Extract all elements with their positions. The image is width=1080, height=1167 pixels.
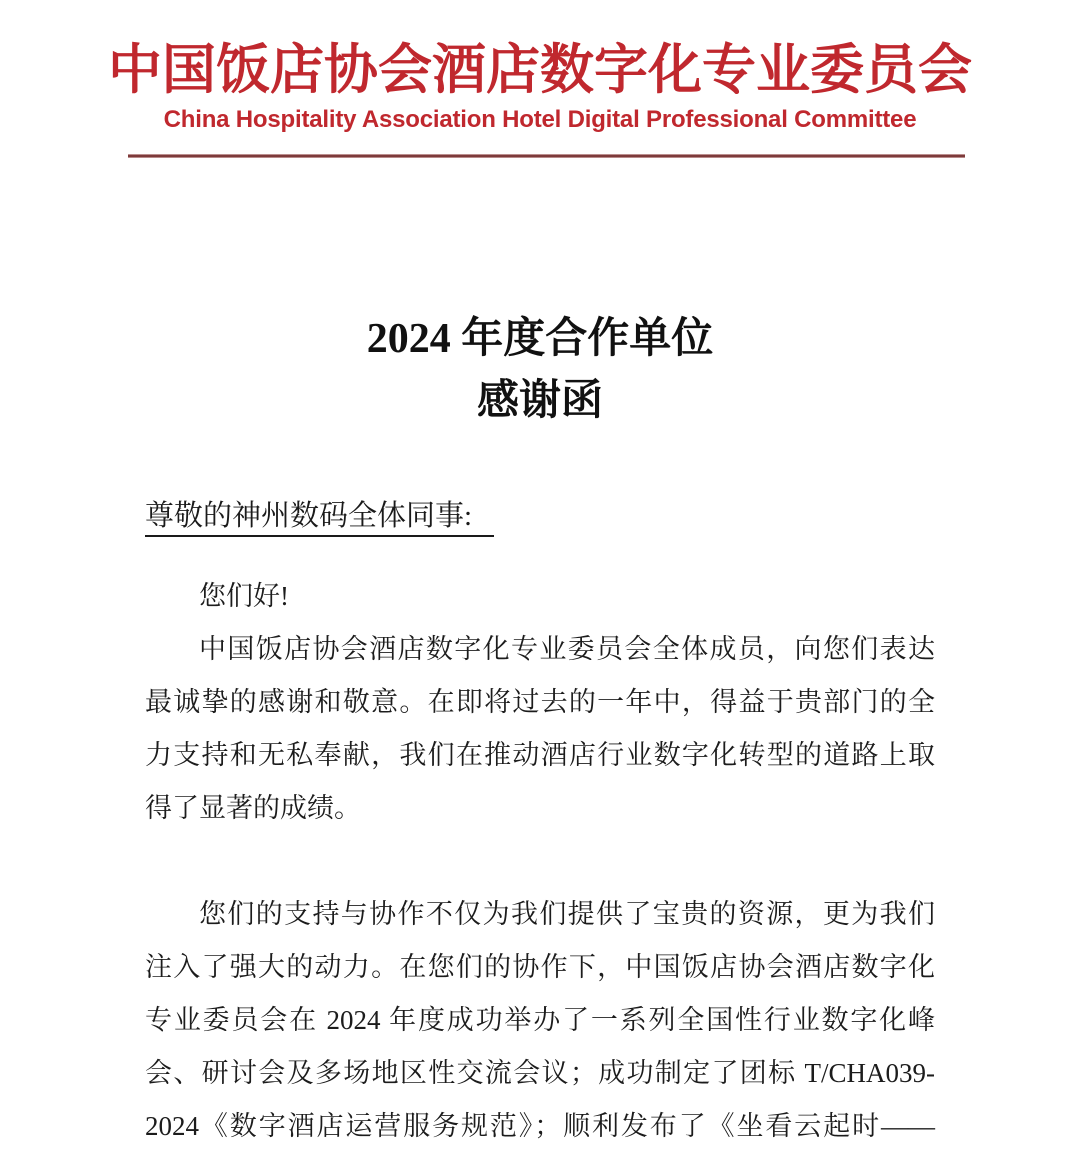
org-name-chinese: 中国饭店协会酒店数字化专业委员会: [108, 40, 972, 100]
document-title-line1: 2024 年度合作单位: [366, 316, 714, 362]
letterhead: [0, 0, 1080, 158]
document-title: [145, 308, 935, 432]
salutation-line: [145, 494, 935, 538]
paragraph-greeting: [145, 570, 935, 623]
paragraph-line: 得了显著的成绩。: [145, 793, 361, 823]
paragraph-line: 2024《数字酒店运营服务规范》；顺利发布了《坐看云起时——: [145, 1111, 935, 1141]
letter-content: [145, 308, 935, 1153]
salutation-text: 尊敬的神州数码全体同事:: [145, 500, 494, 537]
document-title-line2: 感谢函: [476, 378, 603, 424]
paragraph-achievements: [145, 888, 935, 1153]
org-name-english: China Hospitality Association Hotel Digital Professional Committee: [163, 106, 917, 133]
paragraph-line: 力支持和无私奉献，我们在推动酒店行业数字化转型的道路上取: [145, 740, 935, 770]
paragraph-line: 注入了强大的动力。在您们的协作下，中国饭店协会酒店数字化: [145, 952, 935, 982]
letterhead-divider: [128, 154, 965, 158]
paragraph-line: 最诚挚的感谢和敬意。在即将过去的一年中，得益于贵部门的全: [145, 687, 935, 717]
paragraph-thanks: [145, 623, 935, 835]
paragraph-line: 会、研讨会及多场地区性交流会议；成功制定了团标 T/CHA039-: [145, 1058, 935, 1088]
paragraph-line: 您们好!: [199, 581, 289, 611]
paragraph-line: 专业委员会在 2024 年度成功举办了一系列全国性行业数字化峰: [145, 1005, 935, 1035]
letter-body: [145, 570, 935, 1153]
paragraph-line: 您们的支持与协作不仅为我们提供了宝贵的资源，更为我们: [199, 899, 935, 929]
paragraph-line: 中国饭店协会酒店数字化专业委员会全体成员，向您们表达: [199, 634, 935, 664]
